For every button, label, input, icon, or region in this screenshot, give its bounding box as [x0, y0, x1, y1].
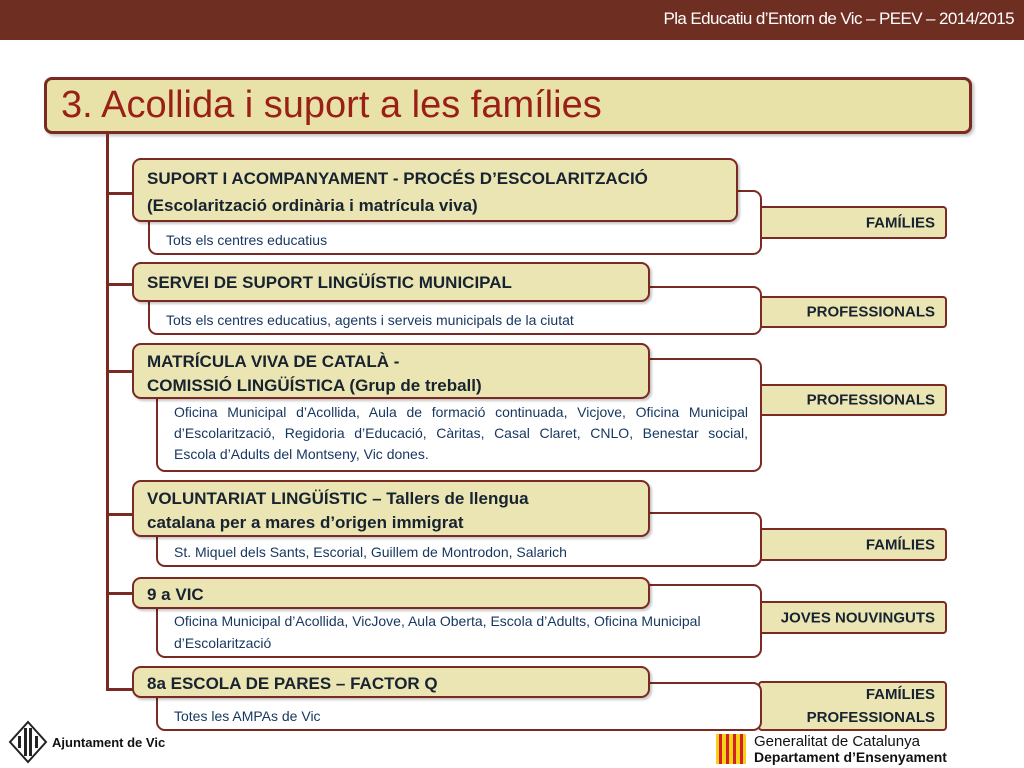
- header-text: Pla Educatiu d’Entorn de Vic – PEEV – 2014/2015: [663, 9, 1014, 28]
- page-title: 3. Acollida i suport a les famílies: [61, 84, 602, 126]
- heading-box-5: [132, 577, 650, 609]
- audience-box-4: [758, 528, 947, 561]
- heading-text-2: SERVEI DE SUPORT LINGÜÍSTIC MUNICIPAL: [147, 273, 512, 292]
- senyera-icon: [716, 734, 746, 764]
- gencat-line-2: Departament d’Ensenyament: [754, 749, 947, 765]
- audience-box-2: [758, 296, 947, 328]
- audience-label-6: FAMÍLIES PROFESSIONALS: [806, 686, 935, 726]
- audience-label-4: FAMÍLIES: [865, 536, 935, 553]
- title-box: [44, 77, 972, 134]
- detail-text-6: Totes les AMPAs de Vic: [174, 708, 321, 724]
- audience-label-2: PROFESSIONALS: [806, 303, 935, 321]
- audience-label-3: PROFESSIONALS: [806, 391, 935, 409]
- heading-text-6: 8a ESCOLA DE PARES – FACTOR Q: [147, 674, 438, 693]
- detail-text-3: Oficina Municipal d’Acollida, Aula de formació continuada, Vicjove, Oficina Municipal d’Escolarització, Regidoria d’Educació, Càritas, Casal Claret, CNLO, Benestar social, Escola d’Adults del Montseny, Vic dones.: [174, 404, 748, 462]
- detail-text-2: Tots els centres educatius, agents i serveis municipals de la ciutat: [166, 312, 574, 328]
- heading-text-1: SUPORT I ACOMPANYAMENT - PROCÉS D’ESCOLARITZACIÓ (Escolarització ordinària i matrícula viva): [147, 169, 648, 215]
- heading-box-3: [132, 343, 650, 399]
- heading-text-3: MATRÍCULA VIVA DE CATALÀ - COMISSIÓ LINGÜÍSTICA (Grup de treball): [147, 352, 482, 395]
- heading-box-2: [132, 262, 650, 302]
- audience-box-3: [758, 384, 947, 416]
- audience-label-1: FAMÍLIES: [865, 214, 935, 231]
- gencat-logo: [716, 734, 1016, 768]
- audience-box-1: [758, 206, 947, 239]
- heading-box-1: [132, 158, 738, 222]
- heading-box-6: [132, 666, 650, 698]
- heading-box-4: [132, 480, 650, 537]
- audience-box-5: [758, 601, 947, 634]
- audience-label-5: JOVES NOUVINGUTS: [780, 609, 935, 626]
- ajuntament-emblem-icon: [8, 720, 48, 764]
- connector-vertical-line: [106, 134, 109, 690]
- gencat-line-1: Generalitat de Catalunya: [754, 733, 920, 750]
- detail-text-5: Oficina Municipal d’Acollida, VicJove, Aula Oberta, Escola d’Adults, Oficina Municipal d’Escolarització: [174, 613, 701, 651]
- detail-text-4: St. Miquel dels Sants, Escorial, Guillem de Montrodon, Salarich: [174, 544, 567, 560]
- header-bar: [0, 0, 1024, 40]
- heading-text-5: 9 a VIC: [147, 585, 204, 604]
- audience-box-6: [758, 681, 947, 731]
- heading-text-4: VOLUNTARIAT LINGÜÍSTIC – Tallers de llengua catalana per a mares d’origen immigrat: [147, 489, 529, 532]
- detail-text-1: Tots els centres educatius: [166, 232, 328, 248]
- ajuntament-logo: [8, 720, 168, 764]
- ajuntament-logo-text: Ajuntament de Vic: [52, 735, 166, 750]
